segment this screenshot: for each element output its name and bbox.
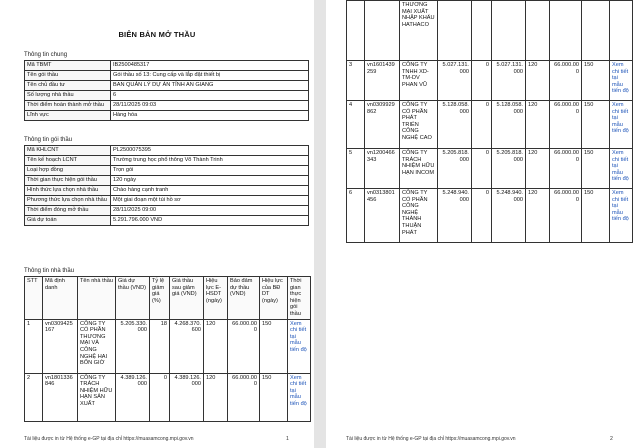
package-row: Mã KHLCNT PL2500075395 <box>25 146 309 156</box>
column-header: Tên nhà thầu <box>78 277 116 320</box>
bidders-table <box>24 276 311 422</box>
column-header: Hiệu lực của BĐ DT (ngày) <box>260 277 288 320</box>
schedule-link[interactable]: Xem chi tiết tại mẫu tiến độ <box>610 189 633 243</box>
table-row: 4 vn0309929862 CÔNG TY CỔ PHẦN PHÁT TRIỂN CÔNG NGHỆ CAO 5.128.058.000 0 5.128.058.000 120 66.000.000 150 Xem chi tiết tại mẫu tiến độ <box>347 101 633 149</box>
page-footer: Tài liệu được in từ Hệ thống e-GP tại địa chỉ https://muasamcong.mpi.gov.vn <box>346 436 516 442</box>
page-number: 1 <box>286 436 289 442</box>
document-page-1 <box>0 0 314 448</box>
column-header: Bảo đảm dự thầu (VND) <box>228 277 260 320</box>
table-row: 3 vn1601439259 CÔNG TY TNHH XD-TM-DV PHAN VŨ 5.027.131.000 0 5.027.131.000 120 66.000.000 150 Xem chi tiết tại mẫu tiến độ <box>347 61 633 101</box>
table-row: 6 vn0313801456 CÔNG TY CỔ PHẦN CÔNG NGHỆ THÀNH THUẬN PHÁT 5.248.940.000 0 5.248.940.000 120 66.000.000 150 Xem chi tiết tại mẫu tiến độ <box>347 189 633 243</box>
schedule-link[interactable]: Xem chi tiết tại mẫu tiến độ <box>610 101 633 149</box>
package-row: Giá dự toán 5.291.796.000 VND <box>25 216 309 226</box>
schedule-link[interactable]: Xem chi tiết tại mẫu tiến độ <box>610 61 633 101</box>
general-row: Tên chủ đầu tư BAN QUẢN LÝ DỰ ÁN TỈNH AN GIANG <box>25 81 309 91</box>
general-info-table <box>24 60 309 121</box>
schedule-link[interactable]: Xem chi tiết tại mẫu tiến độ <box>288 373 311 421</box>
page-footer: Tài liệu được in từ Hệ thống e-GP tại địa chỉ https://muasamcong.mpi.gov.vn <box>24 436 194 442</box>
column-header: Giá dự thầu (VND) <box>116 277 150 320</box>
general-row: Số lượng nhà thầu 6 <box>25 91 309 101</box>
package-row: Hình thức lựa chọn nhà thầu Chào hàng cạnh tranh <box>25 186 309 196</box>
general-row: Mã TBMT IB2500485317 <box>25 61 309 71</box>
document-page-2 <box>326 0 640 448</box>
package-section-heading: Thông tin gói thầu <box>24 137 73 143</box>
bidders-section-heading: Thông tin nhà thầu <box>24 268 75 274</box>
table-row: 5 vn1200466343 CÔNG TY TRÁCH NHIỆM HỮU HẠN INCOM 5.205.818.000 0 5.205.818.000 120 66.000.000 150 Xem chi tiết tại mẫu tiến độ <box>347 149 633 189</box>
package-info-table <box>24 145 309 226</box>
table-row: 1 vn0309425167 CÔNG TY CỔ PHẦN THƯƠNG MẠI VÀ CÔNG NGHỆ HAI BỐN GIỜ 5.205.330.000 18 4.268.370.600 120 66.000.000 150 Xem chi tiết tại mẫu tiến độ <box>25 319 311 373</box>
package-row: Thời điểm đóng mở thầu 28/11/2025 09:00 <box>25 206 309 216</box>
general-row: Tên gói thầu Gói thầu số 13: Cung cấp và lắp đặt thiết bị <box>25 71 309 81</box>
bidders-header-row <box>25 277 311 320</box>
package-row: Phương thức lựa chọn nhà thầu Một giai đoạn một túi hồ sơ <box>25 196 309 206</box>
package-row: Tên kế hoạch LCNT Trường trung học phổ thông Võ Thành Trinh <box>25 156 309 166</box>
column-header: STT <box>25 277 43 320</box>
column-header: Hiệu lực E-HSDT (ngày) <box>204 277 228 320</box>
table-row-continued: THƯƠNG MẠI XUẤT NHẬP KHẨU HATHACO <box>347 1 633 61</box>
table-row: 2 vn1801336846 CÔNG TY TRÁCH NHIỆM HỮU HẠN SẢN XUẤT 4.389.126.000 0 4.389.126.000 120 66.000.000 150 Xem chi tiết tại mẫu tiến độ <box>25 373 311 421</box>
general-section-heading: Thông tin chung <box>24 52 68 58</box>
document-title: BIÊN BẢN MỞ THẦU <box>118 30 196 39</box>
bidders-table-continued <box>346 0 633 243</box>
schedule-link[interactable]: Xem chi tiết tại mẫu tiến độ <box>610 149 633 189</box>
column-header: Giá thầu sau giảm giá (VND) <box>170 277 204 320</box>
general-row: Thời điểm hoàn thành mở thầu 28/11/2025 09:03 <box>25 101 309 111</box>
schedule-link[interactable]: Xem chi tiết tại mẫu tiến độ <box>288 319 311 373</box>
column-header: Mã định danh <box>43 277 78 320</box>
package-row: Thời gian thực hiện gói thầu 120 ngày <box>25 176 309 186</box>
page-gap <box>314 0 326 448</box>
page-number: 2 <box>610 436 613 442</box>
column-header: Tỷ lệ giảm giá (%) <box>150 277 170 320</box>
column-header: Thời gian thực hiện gói thầu <box>288 277 311 320</box>
package-row: Loại hợp đồng Trọn gói <box>25 166 309 176</box>
general-row: Lĩnh vực Hàng hóa <box>25 111 309 121</box>
